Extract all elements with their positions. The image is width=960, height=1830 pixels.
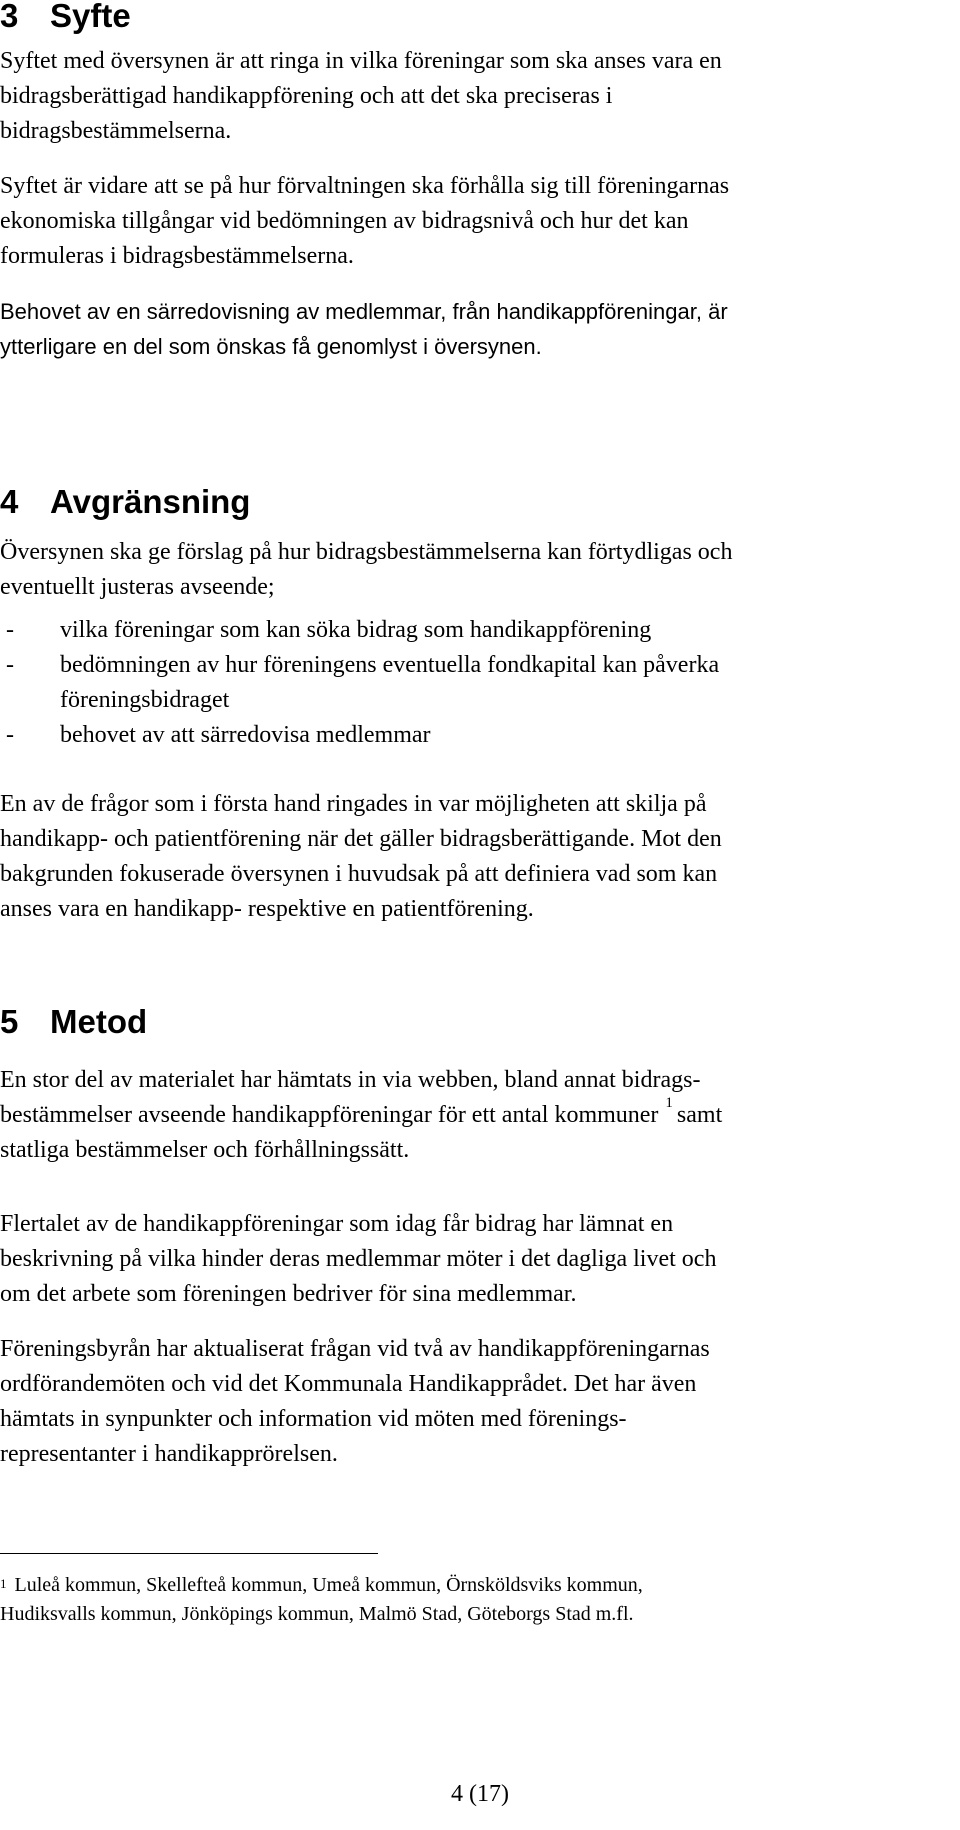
text-line: Översynen ska ge förslag på hur bidragsbestämmelserna kan förtydligas och [0,539,733,565]
text-line: En stor del av materialet har hämtats in via webben, bland annat bidrags- [0,1067,701,1093]
text-line: bedömningen av hur föreningens eventuella fondkapital kan påverka [60,652,720,678]
text-line: ordförandemöten och vid det Kommunala Handikapprådet. Det har även [0,1371,697,1397]
text-line: Syftet är vidare att se på hur förvaltningen ska förhålla sig till föreningarnas [0,173,730,199]
section-title: Avgränsning [50,483,251,520]
text-line: En av de frågor som i första hand ringades in var möjligheten att skilja på [0,791,707,817]
section-heading-syfte [0,0,131,36]
text-line: representanter i handikapprörelsen. [0,1441,338,1467]
text-line: föreningsbidraget [60,687,230,713]
footnote-reference: 1 [665,1095,673,1111]
text-line: statliga bestämmelser och förhållningssätt. [0,1137,410,1163]
text-line: ytterligare en del som önskas få genomlyst i översynen. [0,334,542,359]
syfte-paragraph-1 [0,44,940,149]
text-line: Hudiksvalls kommun, Jönköpings kommun, Malmö Stad, Göteborgs Stad m.fl. [0,1603,634,1625]
footnote-marker: 1 [0,1576,7,1591]
list-item [0,648,940,718]
text-line: beskrivning på vilka hinder deras medlemmar möter i det dagliga livet och [0,1246,717,1272]
text-line: bidragsberättigad handikappförening och att det ska preciseras i [0,83,613,109]
list-dash: - [6,722,14,748]
avgransning-bullet-list [0,613,940,753]
text-segment: bestämmelser avseende handikappföreningar för ett antal kommuner [0,1102,659,1128]
section-number: 5 [0,1003,19,1040]
section-number: 4 [0,483,19,520]
text-line: bakgrunden fokuserade översynen i huvudsak på att definiera vad som kan [0,861,718,887]
text-segment: samt [676,1102,723,1128]
list-item [0,613,940,648]
text-line: Flertalet av de handikappföreningar som idag får bidrag har lämnat en [0,1211,674,1237]
text-line: om det arbete som föreningen bedriver för sina medlemmar. [0,1281,577,1307]
text-line: bidragsbestämmelserna. [0,118,232,144]
list-dash: - [6,652,14,678]
page-number: 4 (17) [451,1781,509,1807]
list-dash: - [6,617,14,643]
list-item [0,718,940,753]
metod-paragraph-3 [0,1332,940,1472]
metod-paragraph-2 [0,1207,940,1312]
text-line: handikapp- och patientförening när det gäller bidragsberättigande. Mot den [0,826,722,852]
section-title: Syfte [50,0,131,34]
avgransning-paragraph-2 [0,787,940,927]
footnote-separator [0,1553,378,1554]
section-heading-metod [0,1002,147,1042]
text-line: anses vara en handikapp- respektive en patientförening. [0,896,534,922]
text-line: eventuellt justeras avseende; [0,574,275,600]
text-line: Behovet av en särredovisning av medlemmar, från handikappföreningar, är [0,299,728,324]
text-line: behovet av att särredovisa medlemmar [60,722,431,748]
text-line: hämtats in synpunkter och information vid möten med förenings- [0,1406,627,1432]
text-line: ekonomiska tillgångar vid bedömningen av bidragsnivå och hur det kan [0,208,689,234]
text-line: Syftet med översynen är att ringa in vilka föreningar som ska anses vara en [0,48,722,74]
syfte-paragraph-3 [0,294,940,364]
syfte-paragraph-2 [0,169,940,274]
footnote [0,1571,940,1629]
metod-paragraph-1 [0,1063,940,1168]
text-line: formuleras i bidragsbestämmelserna. [0,243,354,269]
text-segment: Luleå kommun, Skellefteå kommun, Umeå kommun, Örnsköldsviks kommun, [14,1574,643,1596]
text-line: vilka föreningar som kan söka bidrag som handikappförening [60,617,652,643]
text-line [0,1571,940,1600]
avgransning-intro [0,535,940,605]
section-number: 3 [0,0,19,34]
section-title: Metod [50,1003,148,1040]
text-line [0,1095,940,1133]
section-heading-avgransning [0,482,250,522]
text-line: Föreningsbyrån har aktualiserat frågan vid två av handikappföreningarnas [0,1336,710,1362]
